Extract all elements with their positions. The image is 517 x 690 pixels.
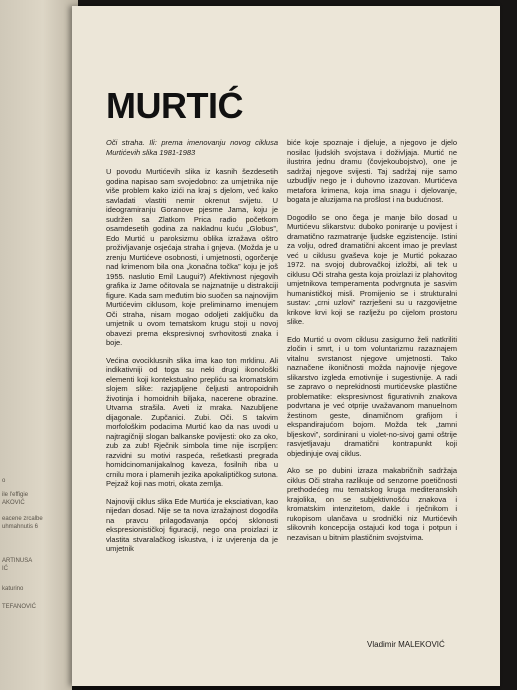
paragraph: Ako se po dubini izraza makabričnih sadržaja ciklus Oči straha razlikuje od senzorne poetičnosti prethodećeg mu tematskog kruga mediteranskih krajolika, on se subjektivnošću znakova i kromatskim intenzitetom, dakle i rječnikom i rukopisom ulančava u srodnički niz Murtićevih slikovnih koncepcija ostajući kod toga i potpun i nezavisan u bitnim plastičnim svojstvima. — [287, 466, 457, 542]
author-signature: Vladimir MALEKOVIĆ — [367, 640, 445, 649]
paragraph: U povodu Murtićevih slika iz kasnih šezdesetih godina napisao sam svojedobno: za umjetnika nije više problem kako izići na kraj s djelom, već kako savladati vlastiti nemir okrenut svijetu. U ideogramiranju Goranove pjesme Jama, koju je sudržen sa Zlatkom Prica radio početkom osamdesetih godina za nakladnu kuću „Globus”, Edo Murtić u paroksizmu oblika izražava oštro proživljavanje osjećaja straha i gnjeva. (Možda je u zrenju Murtićeve osobnosti, i umjetnosti, ogorčenje nad krimenom bila ona „konačna točka” koju je još 1955. naslutio Emil Laugui?) Afektivnost njegovih grafika iz Jame očitovala se najznatnije u distrakciji figure. Kada sam međutim bio suočen sa najnovijim Murtićevim ciklusom, koje preliminarno imenujem Oči straha, nisam mogao odoljeti zaključku da umjetnik u ovom tematskom krugu stoji u novoj obavezi prema ekspresivnoj svrhovitosti znaka i boje. — [106, 167, 278, 347]
adjacent-page-fragment: TEFANOVIĆ — [2, 604, 37, 610]
essay-subtitle: Oči straha. Ili: prema imenovanju novog ciklusa Murtićevih slika 1981-1983 — [106, 138, 278, 157]
adjacent-page-fragment: ARTINUSA — [2, 558, 33, 564]
adjacent-page-fragment: eacene zrcalbe — [2, 516, 43, 522]
adjacent-page-fragment: katurino — [2, 586, 24, 592]
left-column — [106, 138, 278, 562]
paragraph: Edo Murtić u ovom ciklusu zasigurno želi natkriliti zločin i smrt, i u tom voluntarizmu razaznajem vitalnu svrstanost njegove umjetnosti. Tako naznačene ikoničnosti možda najnovije njegove slikarstvo izgleda emotivnije i sugestivnije. A radi se zapravo o neprekidnosti murtićevske plastične problematike: ekspresivnost figurativnih znakova podvrtana je već otprije uvažavanom manuelnom žestinom geste, dinamičnom grafijom i ekspandirajućom bojom. Možda tek „tamni bljeskovi”, sordinirani u violet-no-sivoj gami oštrije rasvjetljavaju dramatični kontrapunkt koji objedinjuje ovaj ciklus. — [287, 334, 457, 458]
paragraph: Najnoviji ciklus slika Ede Murtića je eksciativan, kao nijedan dosad. Nije se ta nova izražajnost dogodila na pravcu prilagođavanja općoj sklonosti ekspresionističkoj figuraciji, nego ona proizlazi iz vlastita stvaralačkog iskustva, i iz uvjerenja da je umjetnik — [106, 496, 278, 553]
catalog-page — [72, 6, 500, 686]
paragraph: biće koje spoznaje i djeluje, a njegovo je djelo nosilac ljudskih svojstava i doživljaja. Murtić ne ilustrira jednu dramu (čovjekoubojstvo), one je sadržaj njegove svijesti. Taj sadržaj nije samo uzbudljiv nego je i duhovno izazovan. Murtićeva metafora krimena, koja ima snagu i djelovanje, bogata je aluzijama na prošlost i na budućnost. — [287, 138, 457, 204]
adjacent-page-fragment: uhmahnutis 6 — [2, 524, 39, 530]
paragraph: Većina ovociklusnih slika ima kao ton mrklinu. Ali indikativniji od toga su neki drugi ikonološki elementi koji kontekstualno prepliću sa kromatskim slojem slike: razjapljene čeljusti antropoidnih životinja i homoidnih bilјaka, nacerene obrazine. Utvarna strašila. Aveti iz mraka. Nazubljene dijagonale. Zupčanici. Zubi. Oči. S takvim morfološkim podacima Murtić kao da nas uvodi u najtragičniji slogan balkanske povijesti: oko za oko, zub za zub! Rječnik simbola time nije iscrpljen: razvidni su motivi raspeća, rešetkasti pregrada homidcinomanijakalnog kaveza, fosilnih riba u crnilu mora i plamenih jezika apokaliptičkog sutona. Pejzaž koji nas motri, okata zemlja. — [106, 355, 278, 488]
adjacent-page-fragment: o — [2, 478, 6, 484]
paragraph: Dogodilo se ono čega je manje bilo dosad u Murtićevu slikarstvu: duboko poniranje u povijest i dramatično razmatranje ljudske egzistencije. Istini za volju, određ dramatični akcent imao je prevlast već u ciklusu gvaševa koje je Murtić pokazao 1972. na svojoj dubrovačkoj izložbi, ali tek u ciklusu Oči straha gesta koja proizlazi iz plahovitog umjetnikova temperamenta podvrgnuta je sasvim humanističkoj misli. Promijenio se i strukturalni sustav: „crni uzlovi” razrješeni su u razgovijetne krikove krvi koji se razlježu po cijelom prostoru slike. — [287, 212, 457, 326]
right-column — [287, 138, 457, 550]
adjacent-page — [0, 0, 78, 690]
adjacent-page-fragment: IĆ — [2, 566, 8, 572]
adjacent-page-fragment: AKOVIĆ — [2, 500, 25, 506]
background-edge — [72, 686, 500, 690]
page-title: MURTIĆ — [106, 85, 243, 126]
adjacent-page-fragment: ile l'effigie — [2, 492, 29, 498]
